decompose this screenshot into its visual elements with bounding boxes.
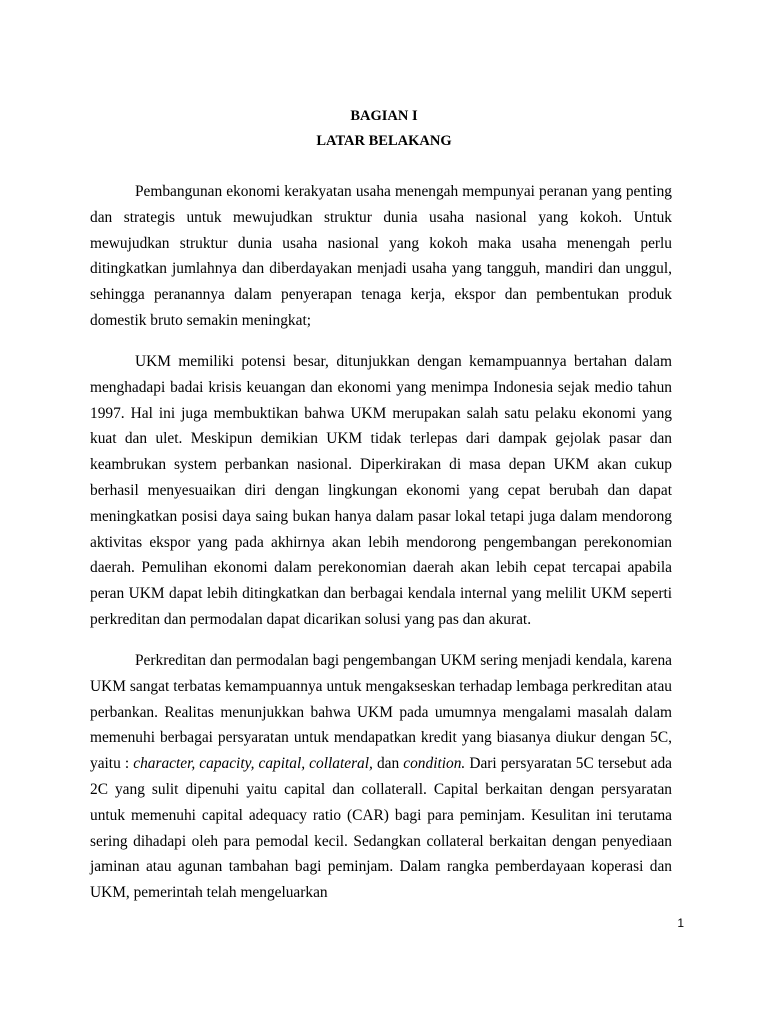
paragraph-3-text-1: Perkreditan dan permodalan bagi pengembangan UKM sering menjadi kendala, karena UKM sangat terbatas kemampuannya untuk mengakseskan terhadap lembaga perkreditan atau perbankan. Realitas menunjukkan bahwa UKM pada umumnya mengalami masalah dalam memenuhi berbagai persyaratan untuk mendapatkan kredit yang biasanya diukur dengan 5C, yaitu : bbox=[90, 652, 672, 773]
paragraph-3 bbox=[90, 648, 672, 906]
section-title: LATAR BELAKANG bbox=[316, 133, 452, 149]
section-heading: BAGIAN I bbox=[350, 108, 418, 124]
page-number: 1 bbox=[677, 916, 684, 930]
paragraph-3-text-2: dan bbox=[372, 755, 404, 773]
paragraph-3-text-3: Dari persyaratan 5C tersebut ada 2C yang sulit dipenuhi yaitu capital dan collaterall. Capital berkaitan dengan persyaratan untuk memenuhi capital adequacy ratio (CAR) bagi para peminjam. Kesulitan ini terutama sering dihadapi oleh para pemodal kecil. Sedangkan collateral berkaitan dengan penyediaan jaminan atau agunan tambahan bagi peminjam. Dalam rangka pemberdayaan koperasi dan UKM, pemerintah telah mengeluarkan bbox=[90, 755, 672, 902]
paragraph-2: UKM memiliki potensi besar, ditunjukkan dengan kemampuannya bertahan dalam menghadapi badai krisis keuangan dan ekonomi yang menimpa Indonesia sejak medio tahun 1997. Hal ini juga membuktikan bahwa UKM merupakan salah satu pelaku ekonomi yang kuat dan ulet. Meskipun demikian UKM tidak terlepas dari dampak gejolak pasar dan keambrukan system perbankan nasional. Diperkirakan di masa depan UKM akan cukup berhasil menyesuaikan diri dengan lingkungan ekonomi yang cepat berubah dan dapat meningkatkan posisi daya saing bukan hanya dalam pasar lokal tetapi juga dalam mendorong aktivitas ekspor yang pada akhirnya akan lebih mendorong pengembangan perekonomian daerah. Pemulihan ekonomi dalam perekonomian daerah akan lebih cepat tercapai apabila peran UKM dapat lebih ditingkatkan dan berbagai kendala internal yang melilit UKM seperti perkreditan dan permodalan dapat dicarikan solusi yang pas dan akurat. bbox=[90, 353, 672, 628]
paragraph-1: Pembangunan ekonomi kerakyatan usaha menengah mempunyai peranan yang penting dan strategis untuk mewujudkan struktur dunia usaha nasional yang kokoh. Untuk mewujudkan struktur dunia usaha nasional yang kokoh maka usaha menengah perlu ditingkatkan jumlahnya dan diberdayakan menjadi usaha yang tangguh, mandiri dan unggul, sehingga peranannya dalam penyerapan tenaga kerja, ekspor dan pembentukan produk domestik bruto semakin meningkat; bbox=[90, 183, 672, 329]
paragraph-3-italic-condition: condition. bbox=[403, 755, 466, 773]
paragraph-3-italic-terms: character, capacity, capital, collateral, bbox=[133, 755, 373, 773]
